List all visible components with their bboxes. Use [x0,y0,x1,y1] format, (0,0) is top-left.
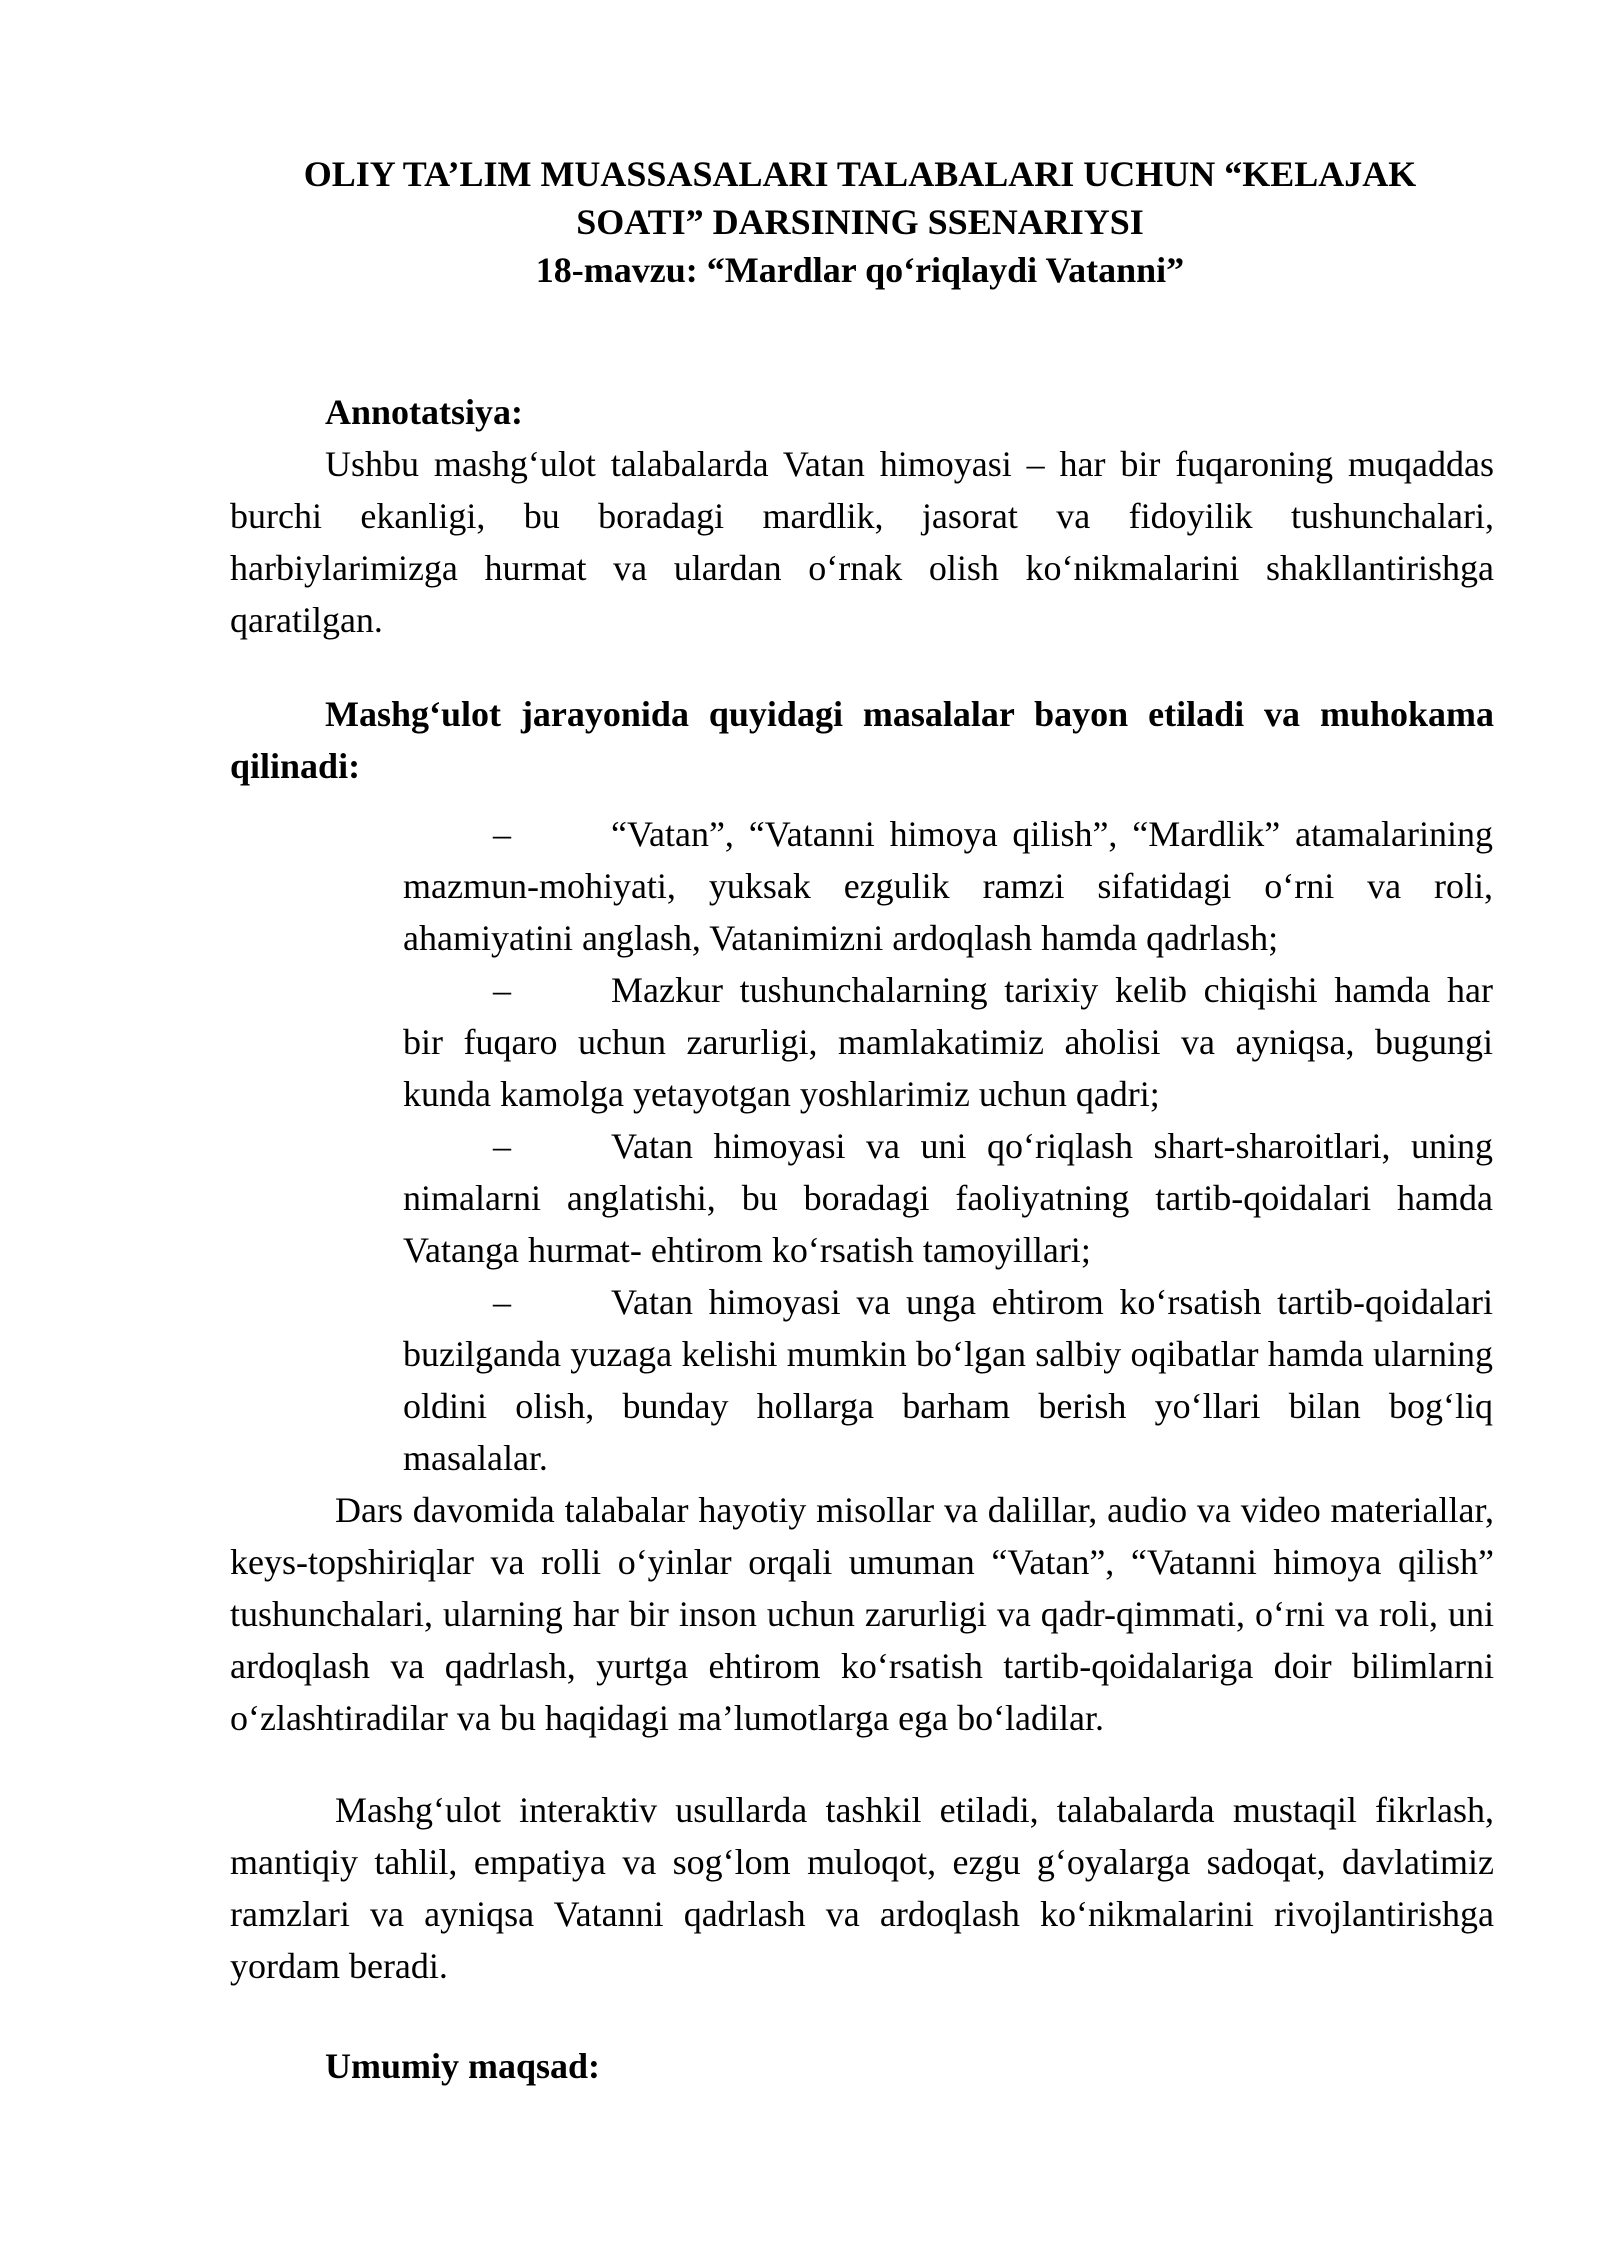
annotation-heading: Annotatsiya: [325,392,524,432]
issue-item [403,808,1493,964]
dash-marker: – [493,970,511,1010]
lesson-paragraph: Dars davomida talabalar hayotiy misollar va dalillar, audio va video materiallar, keys-topshiriqlar va rolli o‘yinlar orqali umuman “Vatan”, “Vatanni himoya qilish” tushunchalari, ularning har bir inson uchun zarurligi va qadr-qimmati, o‘rni va roli, uni ardoqlash va qadrlash, yurtga ehtirom ko‘rsatish tartib-qoidalariga doir bilimlarni o‘zlashtiradilar va bu haqidagi ma’lumotlarga ega bo‘ladilar. [230,1490,1494,1738]
annotation-paragraph: Ushbu mashg‘ulot talabalarda Vatan himoyasi – har bir fuqaroning muqaddas burchi ekanligi, bu boradagi mardlik, jasorat va fidoyilik tushunchalari, harbiylarimizga hurmat va ulardan o‘rnak olish ko‘nikmalarini shakllantirishga qaratilgan. [230,444,1494,640]
issue-item [403,964,1493,1120]
issue-item [403,1276,1493,1484]
issue-text: Vatan himoyasi va unga ehtirom ko‘rsatish tartib-qoidalari buzilganda yuzaga kelishi mumkin bo‘lgan salbiy oqibatlar hamda ularning oldini olish, bunday hollarga barham berish yo‘llari bilan bog‘liq masalalar. [403,1282,1493,1478]
topic-title: 18-mavzu: “Mardlar qo‘riqlaydi Vatanni” [535,250,1185,290]
title-line-1: OLIY TA’LIM MUASSASALARI TALABALARI UCHUN “KELAJAK [303,154,1417,194]
dash-marker: – [493,1282,511,1322]
issue-item [403,1120,1493,1276]
issues-heading: Mashg‘ulot jarayonida quyidagi masalalar bayon etiladi va muhokama qilinadi: [230,694,1494,786]
issue-text: Vatan himoyasi va uni qo‘riqlash shart-sharoitlari, uning nimalarni anglatishi, bu boradagi faoliyatning tartib-qoidalari hamda Vatanga hurmat- ehtirom ko‘rsatish tamoyillari; [403,1126,1493,1270]
document-title [230,150,1490,294]
issue-text: “Vatan”, “Vatanni himoya qilish”, “Mardlik” atamalarining mazmun-mohiyati, yuksak ezgulik ramzi sifatidagi o‘rni va roli, ahamiyatini anglash, Vatanimizni ardoqlash hamda qadrlash; [403,814,1493,958]
dash-marker: – [493,814,511,854]
title-line-2: SOATI” DARSINING SSENARIYSI [576,202,1144,242]
dash-marker: – [493,1126,511,1166]
interactive-paragraph: Mashg‘ulot interaktiv usullarda tashkil etiladi, talabalarda mustaqil fikrlash, mantiqiy tahlil, empatiya va sog‘lom muloqot, ezgu g‘oyalarga sadoqat, davlatimiz ramzlari va ayniqsa Vatanni qadrlash va ardoqlash ko‘nikmalarini rivojlantirishga yordam beradi. [230,1790,1494,1986]
goal-heading: Umumiy maqsad: [325,2046,601,2086]
issues-list [403,808,1493,1484]
issue-text: Mazkur tushunchalarning tarixiy kelib chiqishi hamda har bir fuqaro uchun zarurligi, mamlakatimiz aholisi va ayniqsa, bugungi kunda kamolga yetayotgan yoshlarimiz uchun qadri; [403,970,1493,1114]
